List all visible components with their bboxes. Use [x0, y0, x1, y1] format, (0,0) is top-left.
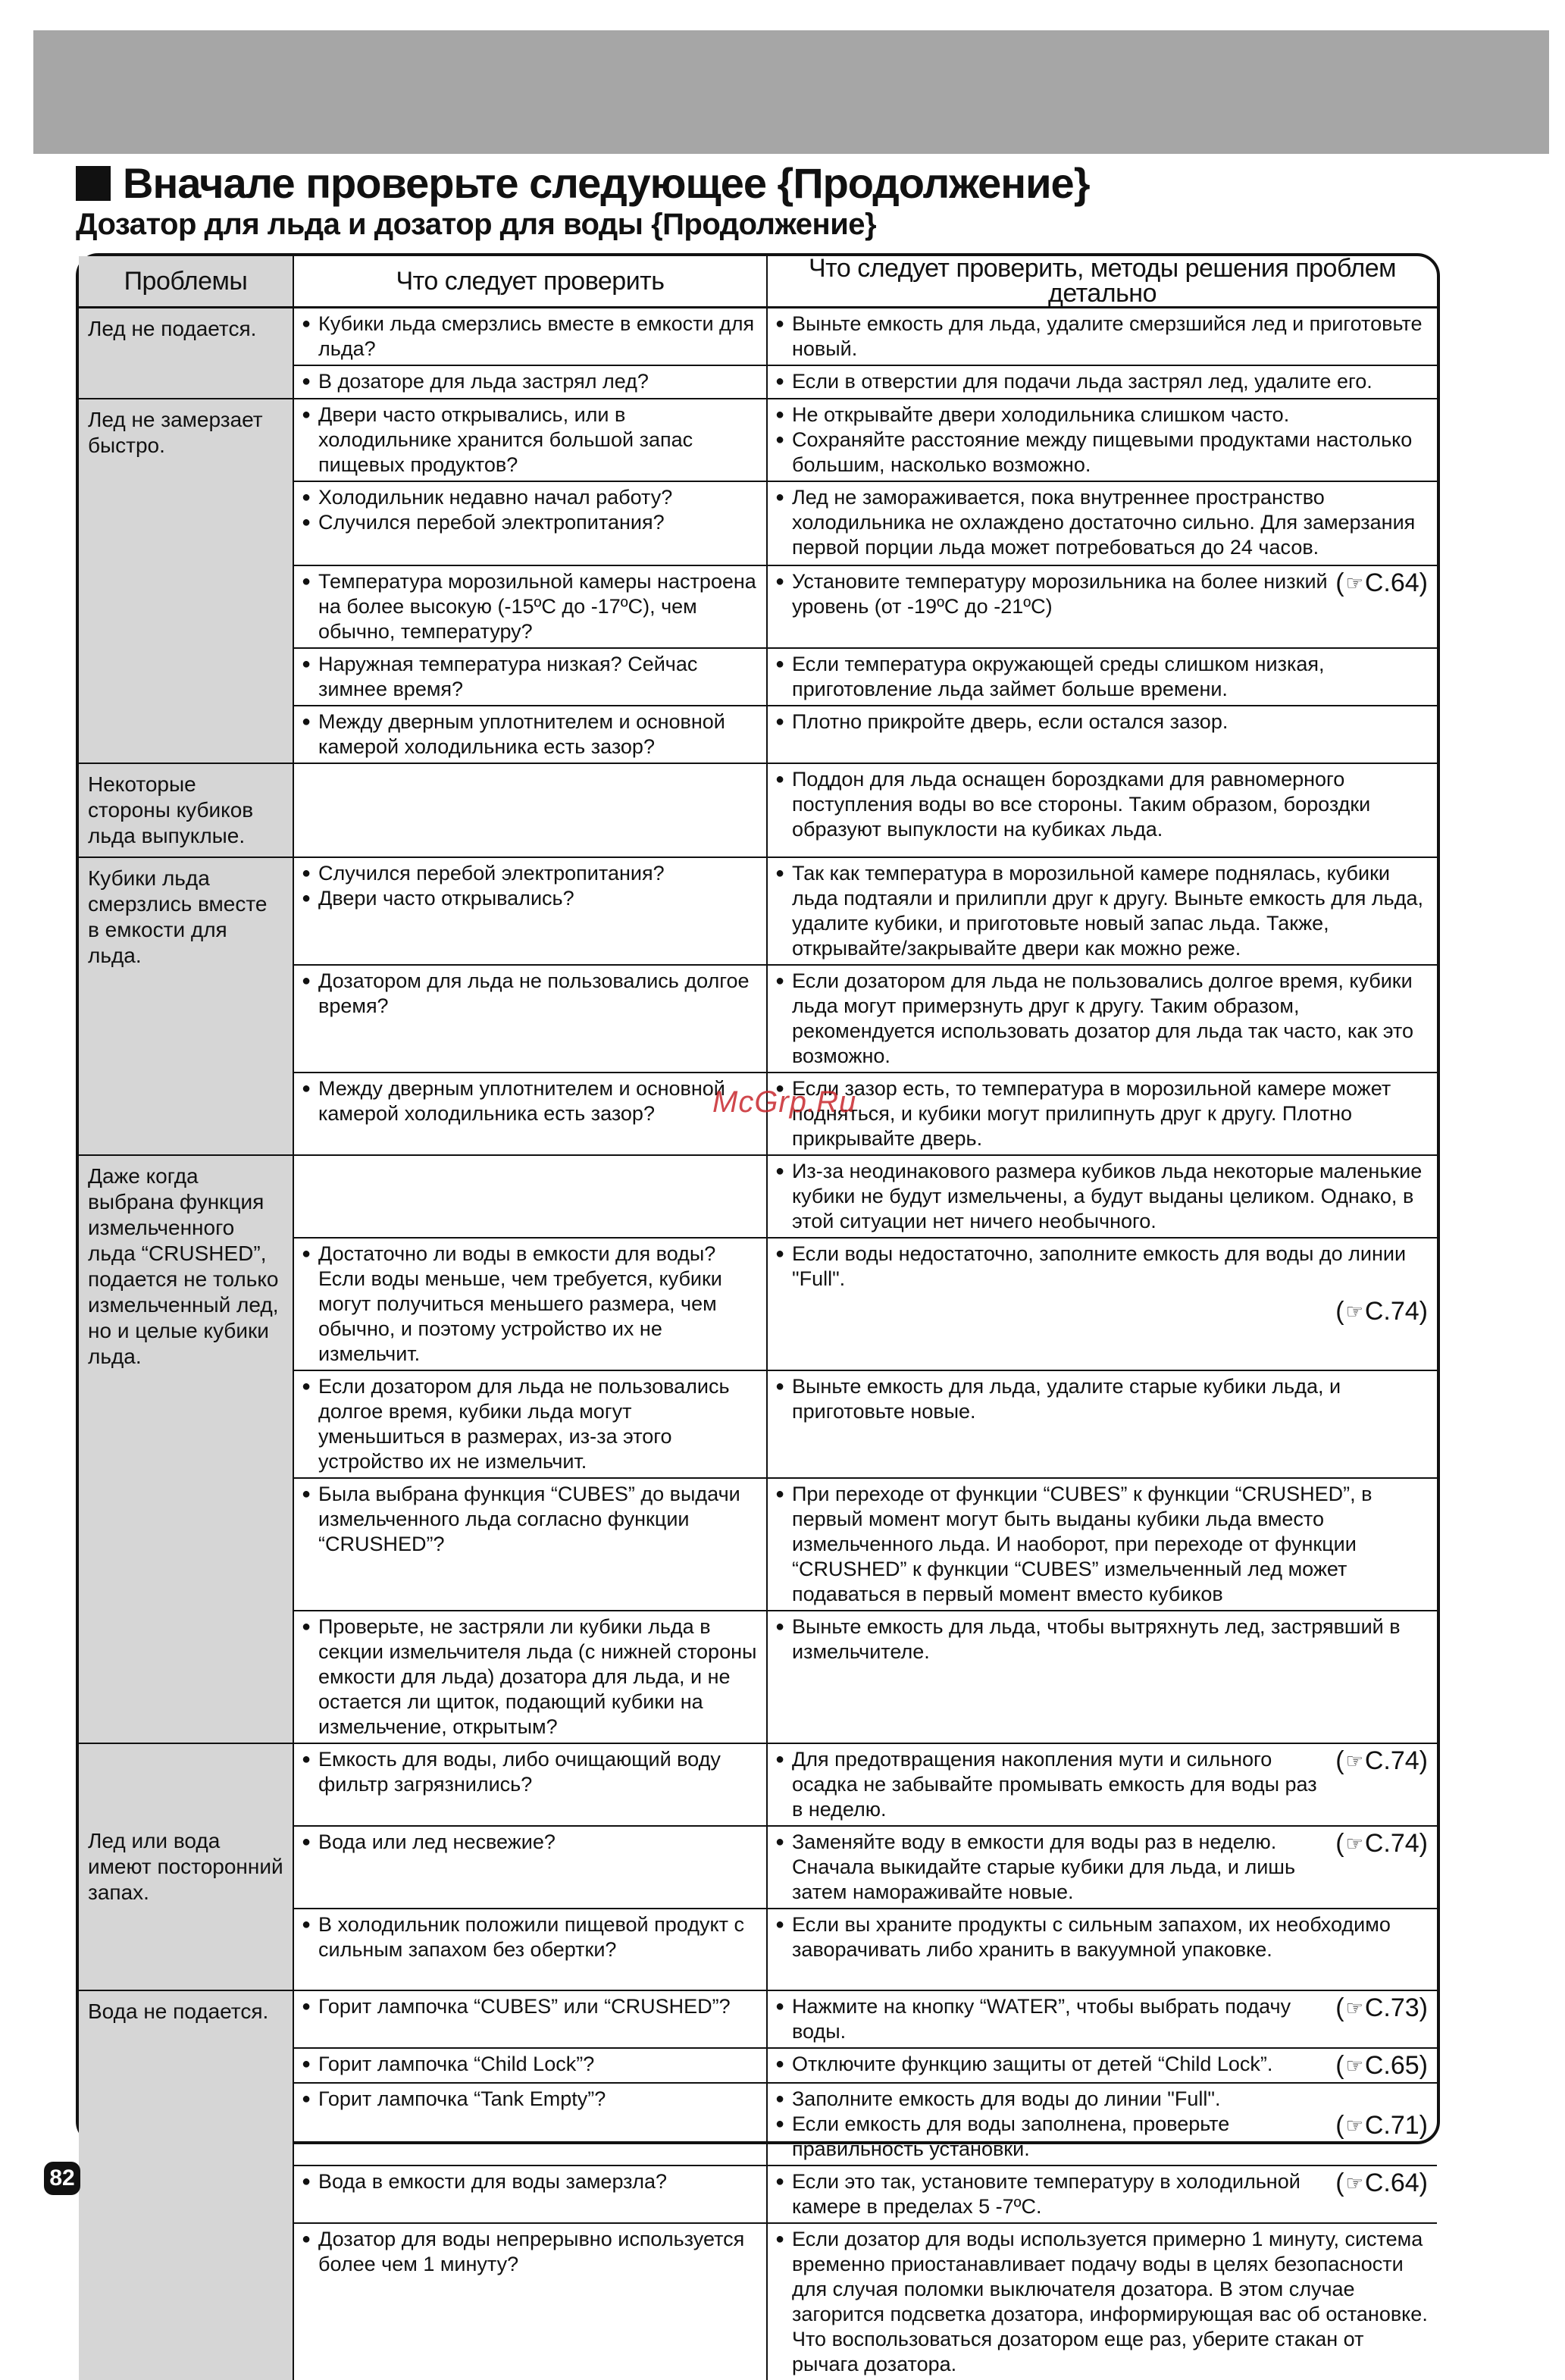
solution-cell	[767, 365, 1437, 399]
check-cell	[293, 2165, 767, 2223]
solution-text: Если это так, установите температуру в холодильной камере в пределах 5 -7ºC.	[792, 2170, 1301, 2218]
solution-item	[775, 1747, 1428, 1822]
check-cell	[293, 2223, 767, 2380]
troubleshooting-table-frame	[76, 253, 1440, 2375]
column-header-check: Что следует проверить	[293, 256, 767, 308]
check-cell	[293, 2083, 767, 2165]
watermark: McGrp.Ru	[712, 1085, 857, 1119]
solution-text: Не открывайте двери холодильника слишком часто.	[792, 403, 1290, 426]
table-row	[79, 1155, 1437, 1238]
solution-text: Если зазор есть, то температура в морозильной камере может подняться, и кубики могут прилипнуть друг к другу. Плотно прикрывайте дверь.	[792, 1077, 1391, 1150]
solution-item	[775, 1076, 1428, 1151]
check-item: ● Достаточно ли воды в емкости для воды? Если воды меньше, чем требуется, кубики могут получиться меньшего размера, чем обычно, и поэтому устройство их не измельчит.	[302, 1242, 757, 1367]
check-item: ● Между дверным уплотнителем и основной камерой холодильника есть зазор?	[302, 1076, 757, 1126]
check-item: ● Температура морозильной камеры настроена на более высокую (-15ºC до -17ºC), чем обычно, температуру?	[302, 569, 757, 644]
solution-cell	[767, 1073, 1437, 1155]
solution-text: Если воды недостаточно, заполните емкость для воды до линии "Full".	[792, 1242, 1407, 1290]
page-reference: ● (☞C.64)	[1335, 568, 1428, 597]
page-reference: ● (☞C.64)	[1335, 2169, 1428, 2197]
check-item: ● В дозаторе для льда застрял лед?	[302, 369, 757, 394]
solution-item	[775, 2112, 1428, 2162]
solution-item	[775, 2169, 1428, 2219]
check-item: ● Вода или лед несвежие?	[302, 1830, 757, 1855]
check-item: ● Горит лампочка “CUBES” или “CRUSHED”?	[302, 1994, 757, 2019]
check-item: ● Между дверным уплотнителем и основной камерой холодильника есть зазор?	[302, 709, 757, 759]
solution-cell	[767, 481, 1437, 565]
solution-text: Для предотвращения накопления мути и сильного осадка не забывайте промывать емкость для воды раз в неделю.	[792, 1748, 1317, 1821]
check-item: ● Случился перебой электропитания?	[302, 861, 757, 886]
solution-text: Если температура окружающей среды слишком низкая, приготовление льда займет больше времени.	[792, 653, 1325, 700]
page-title-text: Вначале проверьте следующее {Продолжение}	[123, 159, 1090, 207]
solution-text: Если вы храните продукты с сильным запахом, их необходимо заворачивать либо хранить в вакуумной упаковке.	[792, 1913, 1391, 1961]
page-reference-text: C.64	[1364, 2169, 1419, 2197]
solution-item	[775, 1912, 1428, 1962]
check-cell	[293, 1073, 767, 1155]
check-cell	[293, 1155, 767, 1238]
page-title	[76, 158, 1090, 209]
check-cell	[293, 1478, 767, 1611]
solution-text: Если в отверстии для подачи льда застрял лед, удалите его.	[792, 370, 1373, 393]
check-cell	[293, 1370, 767, 1478]
page-reference-text: C.64	[1364, 568, 1419, 597]
solution-item	[775, 861, 1428, 961]
pointing-hand-icon: ☞	[1345, 2054, 1363, 2077]
check-item: ● Двери часто открывались, или в холодильнике хранится большой запас пищевых продуктов?	[302, 402, 757, 478]
check-item: ● Холодильник недавно начал работу?	[302, 485, 757, 510]
solution-cell	[767, 1155, 1437, 1238]
header-band	[33, 30, 1549, 154]
page-reference-text: C.71	[1364, 2111, 1419, 2140]
page-number: 82	[44, 2162, 80, 2195]
solution-cell	[767, 308, 1437, 366]
problem-cell: Некоторые стороны кубиков льда выпуклые.	[79, 763, 293, 857]
problem-cell: Лед или вода имеют посторонний запах.	[79, 1743, 293, 1990]
solution-text: Лед не замораживается, пока внутреннее пространство холодильника не охлаждено достаточно сильно. Для замерзания первой порции льда может потребоваться до 24 часов.	[792, 486, 1416, 559]
solution-text: Заполните емкость для воды до линии "Full".	[792, 2087, 1221, 2110]
solution-item	[775, 2051, 1428, 2080]
solution-item	[775, 709, 1428, 734]
check-cell	[293, 965, 767, 1073]
check-cell	[293, 648, 767, 706]
pointing-hand-icon: ☞	[1345, 2172, 1363, 2194]
solution-item	[775, 652, 1428, 702]
table-header-row	[79, 256, 1437, 308]
table-row	[79, 1743, 1437, 1826]
table-row	[79, 857, 1437, 965]
solution-text: Если дозатором для льда не пользовались долгое время, кубики льда могут примерзнуть друг к другу. Таким образом, рекомендуется использовать дозатор для льда так часто, как это возможно.	[792, 969, 1413, 1067]
check-cell	[293, 399, 767, 481]
solution-item	[775, 969, 1428, 1069]
page-reference: ● (☞C.73)	[1335, 1993, 1428, 2022]
solution-cell	[767, 1743, 1437, 1826]
table-row	[79, 1990, 1437, 2048]
solution-cell	[767, 2048, 1437, 2083]
solution-text: Заменяйте воду в емкости для воды раз в неделю. Сначала выкидайте старые кубики для льда, и лишь затем намораживайте новые.	[792, 1830, 1296, 1903]
problem-cell: Даже когда выбрана функция измельченного льда “CRUSHED”, подается не только измельченный лед, но и целые кубики льда.	[79, 1155, 293, 1743]
solution-text: Выньте емкость для льда, удалите смерзшийся лед и приготовьте новый.	[792, 312, 1423, 360]
solution-cell	[767, 648, 1437, 706]
solution-cell	[767, 1909, 1437, 1990]
solution-item	[775, 402, 1428, 427]
check-item: ● Дозатором для льда не пользовались долгое время?	[302, 969, 757, 1019]
check-cell	[293, 1990, 767, 2048]
solution-cell	[767, 1478, 1437, 1611]
solution-text: Так как температура в морозильной камере поднялась, кубики льда подтаяли и прилипли друг к другу. Выньте емкость для льда, удалите кубики, и приготовьте новый запас льда. Также, открывайте/закрывайте двери как можно реже.	[792, 862, 1424, 960]
check-cell	[293, 365, 767, 399]
table-row	[79, 763, 1437, 857]
table-row	[79, 399, 1437, 481]
check-item: ● Была выбрана функция “CUBES” до выдачи измельченного льда согласно функции “CRUSHED”?	[302, 1482, 757, 1557]
page-reference-text: C.74	[1364, 1746, 1419, 1775]
solution-text: Если емкость для воды заполнена, проверьте правильность установки.	[792, 2112, 1230, 2160]
pointing-hand-icon: ☞	[1345, 1832, 1363, 1855]
solution-text: Выньте емкость для льда, чтобы вытряхнуть лед, застрявший в измельчителе.	[792, 1615, 1401, 1663]
solution-cell	[767, 1370, 1437, 1478]
pointing-hand-icon: ☞	[1345, 572, 1363, 594]
column-header-problems: Проблемы	[79, 256, 293, 308]
check-item: ● Двери часто открывались?	[302, 886, 757, 911]
page-reference: (☞C.74)	[1335, 1297, 1428, 1326]
solution-item	[775, 1994, 1428, 2044]
check-cell	[293, 857, 767, 965]
check-item: ● Горит лампочка “Child Lock”?	[302, 2052, 757, 2077]
solution-item	[775, 485, 1428, 560]
solution-text: Нажмите на кнопку “WATER”, чтобы выбрать подачу воды.	[792, 1995, 1291, 2043]
check-cell	[293, 706, 767, 763]
solution-cell	[767, 2165, 1437, 2223]
check-cell	[293, 1743, 767, 1826]
troubleshooting-table	[79, 256, 1437, 2380]
check-item: ● Емкость для воды, либо очищающий воду фильтр загрязнились?	[302, 1747, 757, 1797]
check-cell	[293, 481, 767, 565]
solution-item	[775, 1242, 1428, 1292]
check-cell	[293, 763, 767, 857]
solution-item	[775, 427, 1428, 478]
check-item: ● Проверьте, не застряли ли кубики льда в секции измельчителя льда (с нижней стороны емкости для льда) дозатора для льда, и не остается ли щиток, подающий кубики на измельчение, открытым?	[302, 1614, 757, 1740]
check-item: ● Вода в емкости для воды замерзла?	[302, 2169, 757, 2194]
solution-text: Отключите функцию защиты от детей “Child Lock”.	[792, 2053, 1273, 2075]
solution-cell	[767, 1611, 1437, 1743]
solution-cell	[767, 399, 1437, 481]
solution-item	[775, 569, 1428, 619]
page-reference-text: C.74	[1364, 1297, 1419, 1326]
check-item: ● Горит лампочка “Tank Empty”?	[302, 2087, 757, 2112]
check-cell	[293, 2048, 767, 2083]
solution-cell	[767, 1238, 1437, 1370]
solution-item	[775, 1830, 1428, 1905]
solution-item	[775, 1482, 1428, 1607]
solution-text: Поддон для льда оснащен бороздками для равномерного поступления воды во все стороны. Таким образом, бороздки образуют выпуклости на кубиках льда.	[792, 768, 1371, 841]
check-item: ● Дозатор для воды непрерывно используется более чем 1 минуту?	[302, 2227, 757, 2277]
solution-cell	[767, 2083, 1437, 2165]
solution-cell	[767, 965, 1437, 1073]
check-cell	[293, 1909, 767, 1990]
problem-cell: Лед не замерзает быстро.	[79, 399, 293, 763]
solution-text: Выньте емкость для льда, удалите старые кубики льда, и приготовьте новые.	[792, 1375, 1341, 1423]
solution-text: При переходе от функции “CUBES” к функции “CRUSHED”, в первый момент могут быть выданы кубики льда вместо измельченного льда. И наоборот, при переходе от функции “CRUSHED” к функции “CUBES” измельченный лед может подаваться в первый момент вместо кубиков	[792, 1483, 1373, 1605]
page-reference-text: C.74	[1364, 1829, 1419, 1858]
pointing-hand-icon: ☞	[1345, 2114, 1363, 2137]
page-subtitle: Дозатор для льда и дозатор для воды {Продолжение}	[76, 208, 877, 241]
page-reference-text: C.73	[1364, 1993, 1419, 2022]
page-reference-text: C.65	[1364, 2051, 1419, 2080]
solution-cell	[767, 763, 1437, 857]
check-cell	[293, 1611, 767, 1743]
solution-cell	[767, 1990, 1437, 2048]
solution-item	[775, 1374, 1428, 1424]
problem-cell: Лед не подается.	[79, 308, 293, 399]
page-reference: ● (☞C.65)	[1335, 2051, 1428, 2080]
solution-text: Установите температуру морозильника на более низкий уровень (от -19ºC до -21ºC)	[792, 570, 1328, 618]
page-reference: ● (☞C.74)	[1335, 1746, 1428, 1775]
problem-cell: Вода не подается.	[79, 1990, 293, 2380]
check-item: ● Наружная температура низкая? Сейчас зимнее время?	[302, 652, 757, 702]
check-item: ● Случился перебой электропитания?	[302, 510, 757, 535]
solution-item	[775, 2227, 1428, 2377]
solution-text: Плотно прикройте дверь, если остался зазор.	[792, 710, 1229, 733]
solution-text: Если дозатор для воды используется примерно 1 минуту, система временно приостанавливает подачу воды в целях безопасности для случая поломки выключателя дозатора. В этом случае загорится подсветка дозатора, информирующая вас об остановке. Что воспользоваться дозатором еще раз, уберите стакан от рычага дозатора.	[792, 2228, 1428, 2375]
check-item: ● Кубики льда смерзлись вместе в емкости для льда?	[302, 312, 757, 362]
solution-cell	[767, 2223, 1437, 2380]
solution-item	[775, 1614, 1428, 1664]
solution-text: Сохраняйте расстояние между пищевыми продуктами настолько большим, насколько возможно.	[792, 428, 1413, 476]
solution-cell	[767, 857, 1437, 965]
pointing-hand-icon: ☞	[1345, 1996, 1363, 2019]
problem-cell: Кубики льда смерзлись вместе в емкости для льда.	[79, 857, 293, 1155]
solution-item	[775, 312, 1428, 362]
check-item: ● В холодильник положили пищевой продукт с сильным запахом без обертки?	[302, 1912, 757, 1962]
page-reference: ● (☞C.74)	[1335, 1829, 1428, 1858]
solution-item	[775, 2087, 1428, 2112]
column-header-solution: Что следует проверить, методы решения проблем детально	[767, 256, 1437, 308]
check-cell	[293, 308, 767, 366]
solution-item	[775, 1159, 1428, 1234]
check-cell	[293, 565, 767, 648]
solution-cell	[767, 1826, 1437, 1909]
pointing-hand-icon: ☞	[1345, 1300, 1363, 1323]
check-item: ● Если дозатором для льда не пользовались долгое время, кубики льда могут уменьшиться в размерах, из-за этого устройство их не измельчит.	[302, 1374, 757, 1474]
table-row	[79, 308, 1437, 366]
solution-cell	[767, 565, 1437, 648]
solution-text: Из-за неодинакового размера кубиков льда некоторые маленькие кубики не будут измельчены, а будут выданы целиком. Однако, в этой ситуации нет ничего необычного.	[792, 1160, 1423, 1232]
solution-item	[775, 369, 1428, 394]
solution-cell	[767, 706, 1437, 763]
check-cell	[293, 1826, 767, 1909]
title-square-icon	[76, 166, 111, 201]
pointing-hand-icon: ☞	[1345, 1749, 1363, 1772]
solution-item	[775, 767, 1428, 842]
check-cell	[293, 1238, 767, 1370]
page-reference: ● (☞C.71)	[1335, 2111, 1428, 2140]
